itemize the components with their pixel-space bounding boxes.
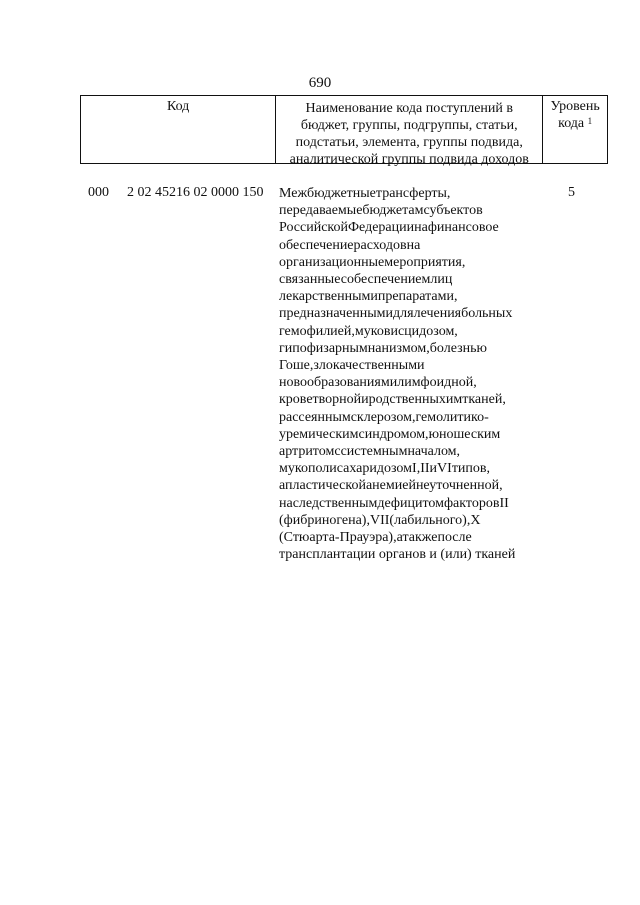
word: склерозом, [350,409,416,425]
header-name-line: подстатьи, элемента, группы подвида, [295,135,523,150]
word: также [402,530,438,546]
word: мукополисахаридозом [279,461,413,477]
word: дефицитом [377,495,444,511]
word: системным [340,444,408,460]
word: артритом [279,444,335,460]
word: с [340,272,347,288]
word: субъектов [423,203,483,219]
word: новообразованиями [279,375,398,391]
row-level: 5 [568,185,575,200]
word: на [414,220,428,236]
word: обеспечение [279,237,354,253]
word: уремическим [279,426,359,442]
description-line: трансплантации органов и (или) тканей [279,547,516,563]
word: им [445,392,463,408]
word: гипофизарным [279,340,368,356]
word: лечения [413,306,462,322]
word: связанные [279,272,341,288]
word: юношеским [428,426,501,442]
description-line [279,409,535,426]
description-line [279,529,535,546]
word: для [393,306,414,322]
word: типов, [451,461,491,477]
word: злокачественными [313,358,425,374]
header-code: Код [81,96,276,163]
description-line [279,495,535,512]
word: трансферты, [375,186,451,201]
word: болезнью [429,340,487,356]
word: I, [412,461,421,477]
word: (Стюарта-Прауэра), [279,530,397,546]
word: больных [461,306,513,322]
row-prefix: 000 [88,185,109,200]
word: с [334,444,341,460]
description-line [279,288,535,305]
description-line [279,460,535,477]
description-line [279,426,535,443]
word: гемофилией, [279,323,355,339]
description-line [279,391,535,408]
word: лимфоидной, [397,375,477,391]
description-line [279,254,535,271]
word: лиц [430,272,453,288]
description-line [279,512,535,529]
word: наследственным [279,495,378,511]
word: обеспечением [347,272,431,288]
word: (фибриногена), [279,512,370,528]
header-level [543,96,607,163]
header-name-line: Наименование кода поступлений в [305,101,514,116]
word: II [420,461,430,477]
page-number: 690 [308,75,332,91]
word: Межбюджетные [279,186,376,201]
description-line [279,323,535,340]
word: на [406,237,421,253]
word: расходов [353,237,407,253]
word: факторов [443,495,500,511]
footnote-marker: 1 [587,116,593,126]
word: родственных [368,392,446,408]
description-line [279,357,535,374]
description-line [279,219,535,236]
description-line [279,305,535,322]
word: муковисцидозом, [354,323,458,339]
description-line [279,237,535,254]
word: бюджетам [362,203,424,219]
word: VII [369,512,390,528]
row-description [279,185,535,563]
header-name-line: бюджет, группы, подгруппы, статьи, [300,118,518,133]
word: предназначенными [279,306,394,322]
word: кроветворной [279,392,362,408]
word: VI [437,461,452,477]
header-name [276,96,543,167]
description-line [279,185,535,202]
row-code: 2 02 45216 02 0000 150 [127,185,264,200]
word: синдромом, [358,426,429,442]
word: тканей, [462,392,506,408]
word: анемией [365,478,416,494]
header-level-line [543,115,607,132]
description-line [279,340,535,357]
word: Гоше, [279,358,314,374]
word: лекарственными [279,289,378,305]
word: после [437,530,472,546]
description-line [279,202,535,219]
word: нанизмом, [367,340,430,356]
description-line [279,443,535,460]
word: началом, [407,444,461,460]
word: передаваемые [279,203,363,219]
description-line [279,271,535,288]
word: II [499,495,509,511]
header-level-text: кода [558,116,585,131]
word: гемолитико- [415,409,489,425]
word: Федерации [348,220,415,236]
word: рассеянным [279,409,351,425]
description-line [279,477,535,494]
word: и [429,461,438,477]
word: мероприятия, [384,254,466,270]
word: X [470,512,481,528]
header-name-line: аналитической группы подвида доходов [289,152,529,167]
header-level-line: Уровень [550,99,600,114]
table-header [80,95,608,167]
word: Российской [279,220,348,236]
word: финансовое [427,220,499,236]
word: неуточненной, [415,478,503,494]
description-line [279,374,535,391]
word: (лабильного), [389,512,471,528]
word: и [361,392,369,408]
word: препаратами, [377,289,458,305]
word: апластической [279,478,366,494]
word: а [396,530,403,546]
word: организационные [279,254,385,270]
